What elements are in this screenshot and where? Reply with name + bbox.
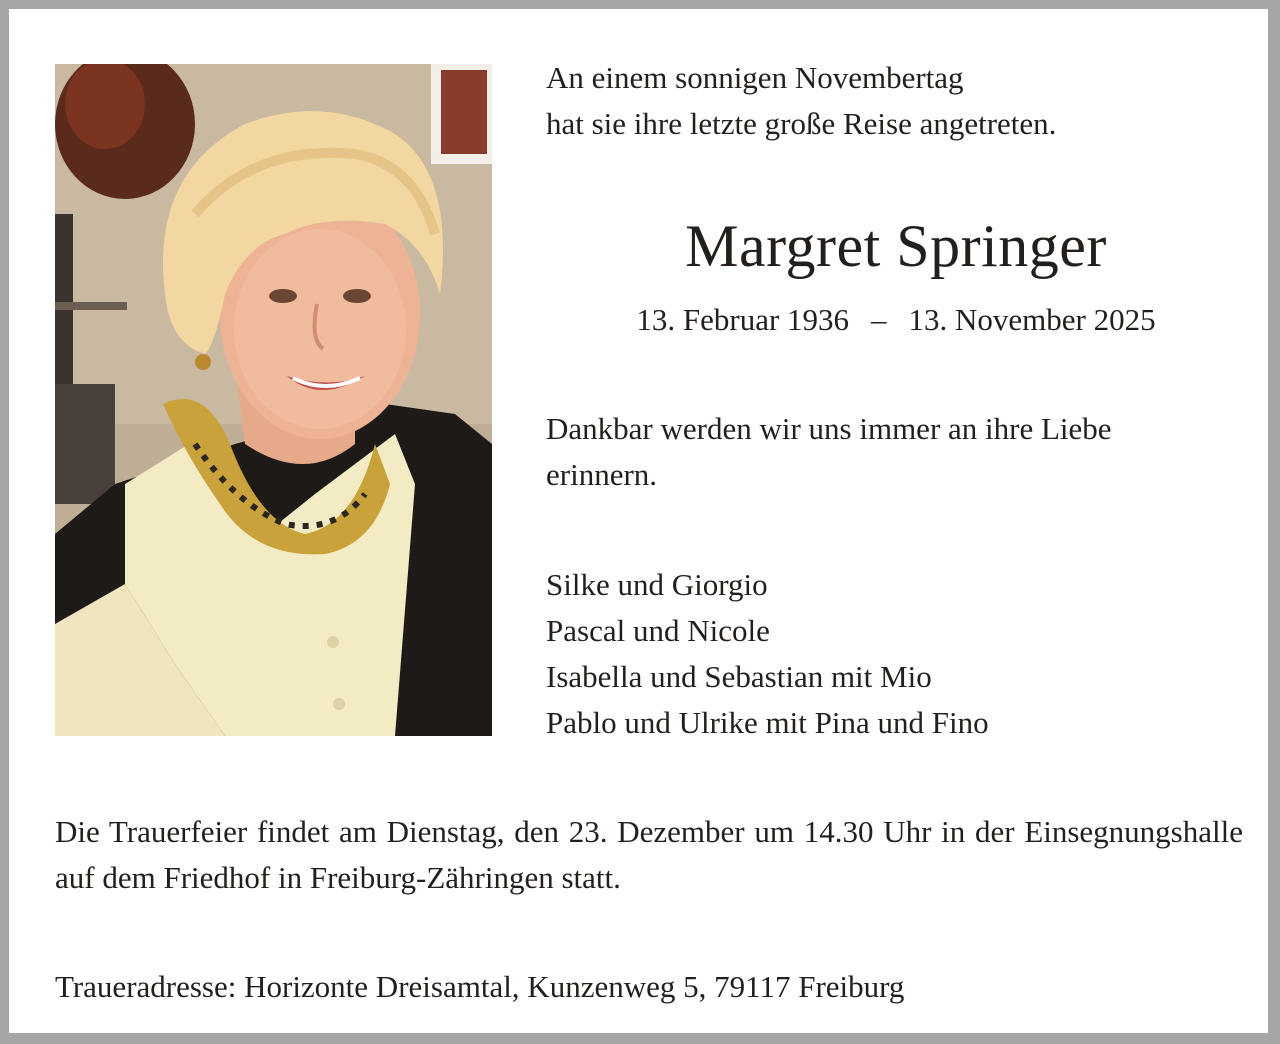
death-date: 13. November 2025: [908, 302, 1156, 337]
mourners-list: [546, 562, 989, 746]
birth-date: 13. Februar 1936: [636, 302, 850, 337]
thanks-text: [546, 406, 1112, 498]
intro-line: An einem sonnigen Novembertag: [546, 60, 964, 95]
thanks-line: Dankbar werden wir uns immer an ihre Liebe: [546, 411, 1112, 446]
intro-text: [546, 55, 1056, 147]
mourner-entry: Pablo und Ulrike mit Pina und Fino: [546, 705, 989, 740]
portrait-photo: [55, 64, 492, 736]
mourner-entry: Isabella und Sebastian mit Mio: [546, 659, 932, 694]
life-dates: [546, 297, 1246, 343]
obituary-card: [9, 9, 1268, 1033]
mourner-entry: Silke und Giorgio: [546, 567, 768, 602]
mourning-address: Traueradresse: Horizonte Dreisamtal, Kunzenweg 5, 79117 Freiburg: [55, 969, 905, 1004]
ceremony-notice: Die Trauerfeier findet am Dienstag, den 23. Dezember um 14.30 Uhr in der Einsegnungshalle auf dem Friedhof in Freiburg-Zähringen statt.: [55, 814, 1243, 895]
intro-line: hat sie ihre letzte große Reise angetreten.: [546, 106, 1057, 141]
deceased-name: Margret Springer: [685, 213, 1107, 279]
mourner-entry: Pascal und Nicole: [546, 613, 770, 648]
thanks-line: erinnern.: [546, 457, 658, 492]
date-separator: –: [871, 302, 887, 337]
